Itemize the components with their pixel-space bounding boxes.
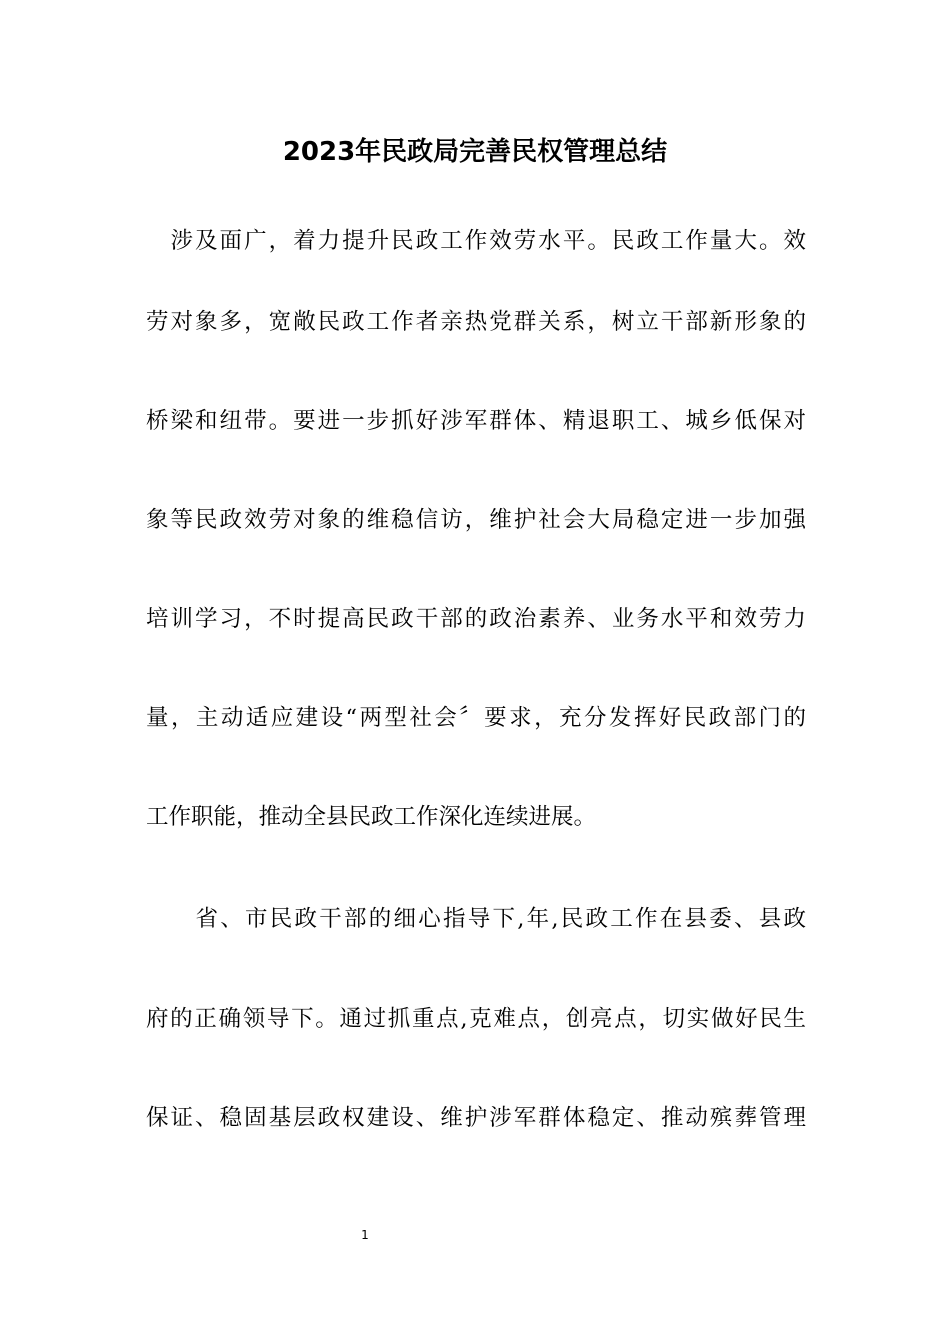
document-title: 2023年民政局完善民权管理总结 bbox=[282, 137, 668, 167]
paragraph-line: 工作职能，推动全县民政工作深化连续进展。 bbox=[146, 804, 597, 830]
paragraph-line: 桥梁和纽带。要进一步抓好涉军群体、精退职工、城乡低保对 bbox=[146, 408, 806, 434]
paragraph-line: 省、市民政干部的细心指导下,年,民政工作在县委、县政 bbox=[146, 906, 806, 932]
page-number: 1 bbox=[361, 1228, 369, 1242]
paragraph-line: 府的正确领导下。通过抓重点,克难点，创亮点，切实做好民生 bbox=[146, 1006, 806, 1032]
paragraph-line: 劳对象多，宽敞民政工作者亲热党群关系，树立干部新形象的 bbox=[146, 309, 806, 335]
paragraph-line: 培训学习，不时提高民政干部的政治素养、业务水平和效劳力 bbox=[146, 606, 806, 632]
paragraph-line: 保证、稳固基层政权建设、维护涉军群体稳定、推动殡葬管理 bbox=[146, 1105, 806, 1131]
paragraph-line: 象等民政效劳对象的维稳信访，维护社会大局稳定进一步加强 bbox=[146, 507, 806, 533]
paragraph-line: 涉及面广，着力提升民政工作效劳水平。民政工作量大。效 bbox=[146, 228, 806, 254]
paragraph-line: 量，主动适应建设“两型社会〞要求，充分发挥好民政部门的 bbox=[146, 705, 806, 731]
